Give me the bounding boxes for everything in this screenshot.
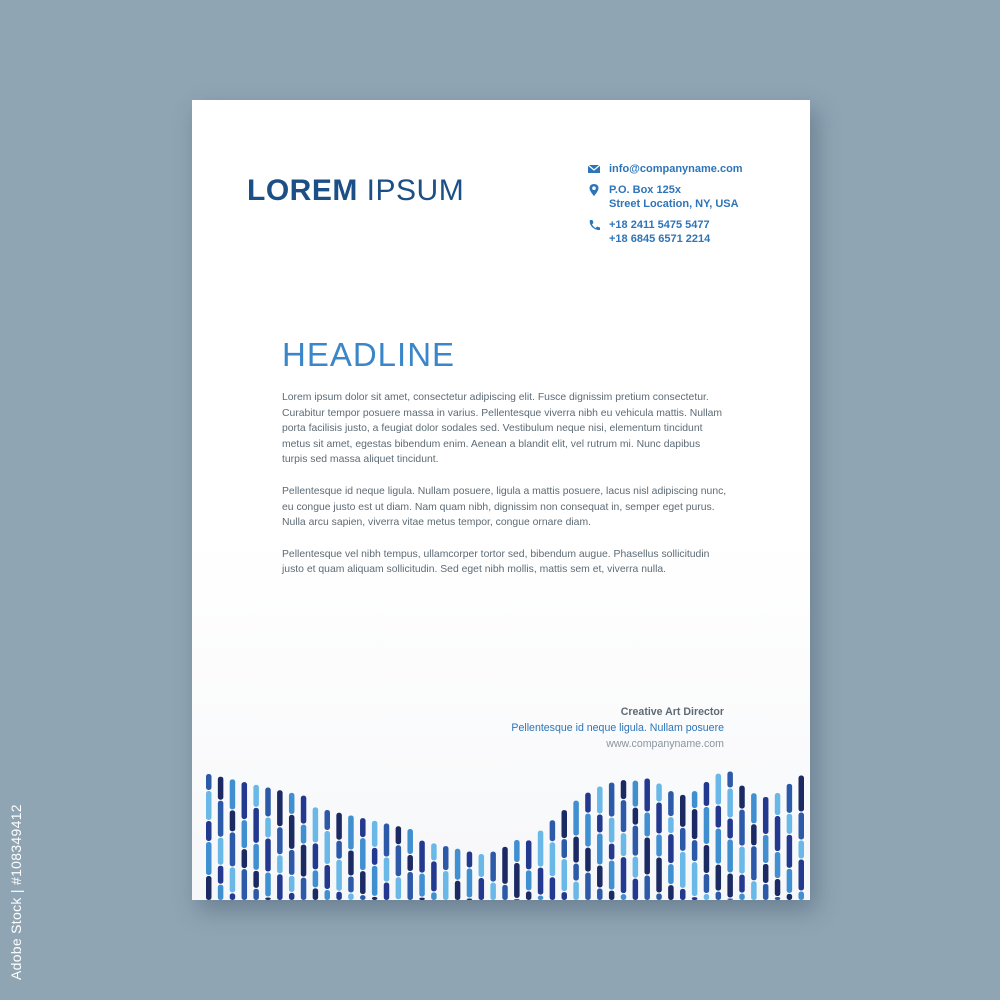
bar-segment (633, 781, 639, 807)
bar-segment (253, 785, 259, 807)
bar-segment (265, 839, 271, 872)
bar-segment (230, 810, 236, 831)
bar-segment (704, 845, 710, 873)
bar-segment (799, 812, 805, 839)
bar-segment (407, 855, 413, 871)
bar-segment (787, 784, 793, 813)
bar-segment (656, 835, 662, 857)
bar-segment (277, 790, 283, 826)
bar-segment (562, 859, 568, 891)
bar-segment (396, 845, 402, 876)
bar-segment (573, 801, 579, 836)
bar-segment (668, 791, 674, 816)
bar-segment (313, 870, 319, 887)
bar-segment (265, 898, 271, 900)
bar-segment (490, 883, 496, 900)
bar-segment (218, 885, 224, 900)
bar-segment (621, 800, 627, 832)
bar-segment (348, 815, 354, 849)
contact-phone-row (587, 218, 743, 246)
paragraph-3: Pellentesque vel nibh tempus, ullamcorper tortor sed, bibendum augue. Phasellus sollicitudin justo et quam aliquam sollicitudin. Sed eget nibh mollis, mattis sem et, viverra nulla. (282, 548, 710, 576)
bar-segment (538, 868, 544, 895)
bar-segment (502, 847, 508, 884)
bar-segment (656, 803, 662, 834)
bar-segment (692, 791, 698, 808)
bar-segment (230, 832, 236, 866)
bar-segment (585, 873, 591, 900)
bar-segment (289, 876, 295, 892)
headline: HEADLINE (282, 336, 456, 373)
bar-segment (289, 850, 295, 875)
bar-segment (431, 843, 437, 860)
bar-segment (775, 879, 781, 896)
bar-segment (325, 890, 331, 900)
bar-segment (775, 793, 781, 815)
bar-segment (313, 888, 319, 900)
bar-segment (467, 898, 473, 900)
bar-segment (775, 897, 781, 900)
bar-segment (419, 874, 425, 897)
bar-segment (704, 874, 710, 893)
contact-email: info@companyname.com (609, 163, 743, 175)
bar-segment (609, 818, 615, 843)
bar-segment (396, 877, 402, 899)
bar-segment (242, 849, 248, 868)
bar-segment (348, 876, 354, 892)
bar-segment (336, 813, 342, 840)
bar-segment (680, 889, 686, 900)
bar-segment (704, 782, 710, 806)
bar-segment (668, 834, 674, 863)
bar-segment (265, 788, 271, 817)
bar-segment (325, 865, 331, 889)
bar-segment (550, 842, 556, 876)
contact-block (587, 162, 743, 253)
bar-segment (573, 882, 579, 900)
bar-segment (609, 783, 615, 817)
bar-segment (609, 861, 615, 890)
bar-segment (763, 797, 769, 834)
contact-phone-1: +18 2411 5475 5477 (609, 219, 710, 231)
bar-segment (384, 824, 390, 857)
bar-segment (467, 851, 473, 867)
bar-segment (526, 840, 532, 869)
bar-segment (396, 826, 402, 844)
bar-segment (727, 772, 733, 788)
bar-segment (265, 818, 271, 838)
bar-segment (218, 777, 224, 800)
bar-segment (455, 881, 461, 900)
bar-segment (277, 855, 283, 873)
bar-segment (550, 877, 556, 900)
bar-segment (633, 879, 639, 900)
bar-segment (585, 848, 591, 872)
bar-segment (514, 840, 520, 862)
bar-segment (562, 839, 568, 858)
bar-segment (407, 872, 413, 900)
bar-segment (301, 825, 307, 844)
bar-segment (727, 874, 733, 898)
bar-segment (727, 819, 733, 839)
bar-segment (621, 833, 627, 856)
bar-segment (384, 883, 390, 900)
bar-segment (573, 864, 579, 881)
bar-segment (218, 866, 224, 884)
bar-segment (230, 867, 236, 892)
bar-segment (360, 871, 366, 894)
bar-segment (431, 861, 437, 891)
bar-segment (739, 894, 745, 900)
bar-segment (407, 829, 413, 854)
bar-segment (787, 814, 793, 834)
bar-segment (656, 858, 662, 893)
bar-segment (799, 840, 805, 858)
bar-segment (727, 840, 733, 873)
bar-segment (692, 809, 698, 839)
paragraph-1: Lorem ipsum dolor sit amet, consectetur adipiscing elit. Fusce dignissim pretium consectetur. Curabitur tempor posuere massa in varius. Pellentesque viverra nibh eu vehicula mattis. Nullam porta facilisis justo, a feugiat dolor sodales sed. Vestibulum neque nisi, elementum tincidunt metus sit amet, egestas bibendum enim. Aenean a blandit elit, vel rutrum mi. Nunc dapibus turpis sed massa aliquet tincidunt. (282, 392, 723, 466)
contact-address-row (587, 183, 743, 211)
bar-segment (716, 829, 722, 864)
bar-segment (680, 852, 686, 888)
company-logo-text (247, 174, 464, 208)
bar-segment (562, 810, 568, 838)
bar-segment (336, 841, 342, 859)
bar-segment (727, 789, 733, 818)
bar-segment (443, 846, 449, 870)
bar-segment (313, 807, 319, 842)
bar-segment (597, 786, 603, 813)
bar-segment (668, 864, 674, 884)
bar-segment (242, 869, 248, 900)
bar-segment (360, 818, 366, 837)
bar-segment (609, 844, 615, 860)
bar-segment (502, 885, 508, 900)
bar-segment (585, 814, 591, 847)
bar-segment (668, 817, 674, 833)
bar-segment (775, 852, 781, 878)
contact-address-line2: Street Location, NY, USA (609, 198, 739, 210)
bar-segment (372, 848, 378, 865)
bar-segment (609, 891, 615, 900)
bar-segment (692, 862, 698, 896)
bar-segment (799, 859, 805, 890)
bar-segment (739, 847, 745, 874)
bar-segment (336, 860, 342, 891)
bar-segment (799, 775, 805, 811)
bar-segment (716, 774, 722, 805)
bar-segment (455, 849, 461, 880)
stock-id-label: Adobe Stock | #108349412 (8, 804, 24, 980)
signature-block (511, 704, 724, 752)
bar-segment (751, 793, 757, 823)
contact-email-row (587, 162, 743, 176)
bar-segment (301, 845, 307, 877)
bar-segment (206, 774, 212, 790)
bar-segment (644, 778, 650, 811)
bar-segment (716, 865, 722, 891)
company-name-bold: LOREM (247, 174, 358, 207)
bar-segment (490, 852, 496, 882)
bar-segment (727, 899, 733, 900)
body-text (282, 390, 728, 594)
bar-segment (668, 885, 674, 900)
signature-role: Creative Art Director (620, 706, 724, 718)
bar-segment (242, 782, 248, 819)
bar-segment (739, 786, 745, 809)
bar-segment (206, 842, 212, 875)
contact-address-line1: P.O. Box 125x (609, 184, 681, 196)
bar-segment (253, 808, 259, 843)
bar-segment (633, 808, 639, 825)
bar-segment (787, 894, 793, 900)
bar-segment (479, 854, 485, 877)
bar-segment (265, 873, 271, 897)
bar-segment (348, 893, 354, 900)
bar-segment (621, 894, 627, 900)
bar-segment (218, 838, 224, 865)
bar-segment (443, 871, 449, 900)
bar-segment (787, 869, 793, 893)
bar-segment (301, 878, 307, 900)
bar-segment (763, 884, 769, 900)
signature-website: www.companyname.com (606, 738, 724, 750)
bar-segment (514, 863, 520, 898)
bar-segment (206, 791, 212, 820)
bar-segment (419, 841, 425, 873)
bar-segment (206, 821, 212, 841)
bar-segment (253, 871, 259, 888)
bar-segment (360, 895, 366, 900)
bar-segment (621, 780, 627, 799)
bar-segment (751, 846, 757, 880)
contact-phone-2: +18 6845 6571 2214 (609, 233, 711, 245)
bar-segment (787, 835, 793, 868)
bar-segment (325, 810, 331, 830)
bar-segment (585, 793, 591, 813)
company-name-light: IPSUM (366, 174, 465, 207)
bar-segment (253, 844, 259, 870)
bar-segment (692, 897, 698, 900)
bar-segment (763, 835, 769, 863)
bar-segment (716, 892, 722, 900)
bar-segment (419, 898, 425, 900)
bar-segment (644, 875, 650, 900)
bar-segment (680, 828, 686, 851)
bar-segment (704, 894, 710, 900)
bar-segment (644, 837, 650, 874)
bar-segment (739, 875, 745, 893)
signature-tagline: Pellentesque id neque ligula. Nullam posuere (511, 722, 724, 734)
bar-segment (431, 892, 437, 900)
bar-segment (538, 896, 544, 900)
bar-segment (372, 866, 378, 896)
bar-segment (656, 784, 662, 802)
decorative-bar-wave (192, 760, 810, 900)
bar-segment (692, 840, 698, 861)
bar-segment (562, 892, 568, 900)
bar-segment (514, 899, 520, 900)
bar-segment (550, 820, 556, 841)
letterhead-page (192, 100, 810, 900)
bar-segment (289, 893, 295, 900)
bar-segment (763, 864, 769, 883)
bar-segment (751, 881, 757, 900)
bar-segment (277, 874, 283, 900)
bar-segment (644, 812, 650, 836)
bar-segment (253, 889, 259, 900)
bar-segment (573, 837, 579, 863)
bar-segment (751, 824, 757, 845)
bar-segment (230, 893, 236, 900)
bar-segment (597, 833, 603, 864)
bar-segment (218, 801, 224, 837)
bar-segment (360, 838, 366, 870)
bar-segment (597, 814, 603, 832)
bar-segment (242, 820, 248, 848)
bar-segment (206, 876, 212, 900)
bar-segment (384, 858, 390, 882)
bar-segment (313, 843, 319, 869)
bar-segment (289, 793, 295, 814)
bar-segment (467, 868, 473, 897)
bar-segment (799, 891, 805, 900)
bar-segment (621, 857, 627, 893)
bar-segment (289, 815, 295, 849)
location-pin-icon (587, 183, 601, 197)
bar-segment (372, 821, 378, 847)
phone-icon (587, 218, 601, 232)
bar-segment (301, 796, 307, 824)
bar-segment (633, 857, 639, 878)
bar-segment (538, 831, 544, 867)
bar-segment (479, 878, 485, 900)
bar-segment (348, 850, 354, 875)
bar-segment (277, 827, 283, 854)
bar-segment (716, 806, 722, 828)
bar-segment (526, 891, 532, 900)
bar-segment (336, 892, 342, 900)
bar-segment (704, 807, 710, 844)
bar-segment (656, 894, 662, 900)
bar-segment (325, 831, 331, 864)
mail-icon (587, 162, 601, 176)
bar-segment (597, 865, 603, 887)
paragraph-2: Pellentesque id neque ligula. Nullam posuere, ligula a mattis posuere, lacus nisl adipiscing nunc, eu congue justo est ut diam. Nam quam nibh, dignissim non consequat in, semper eget purus. Nulla arcu sapien, viverra vitae metus tempor, congue ornare diam. (282, 485, 727, 529)
bar-segment (372, 897, 378, 900)
bar-segment (526, 870, 532, 890)
bar-segment (633, 826, 639, 856)
bar-segment (739, 810, 745, 846)
bar-segment (680, 795, 686, 827)
bar-segment (597, 888, 603, 900)
bar-segment (775, 816, 781, 851)
bar-segment (230, 779, 236, 809)
